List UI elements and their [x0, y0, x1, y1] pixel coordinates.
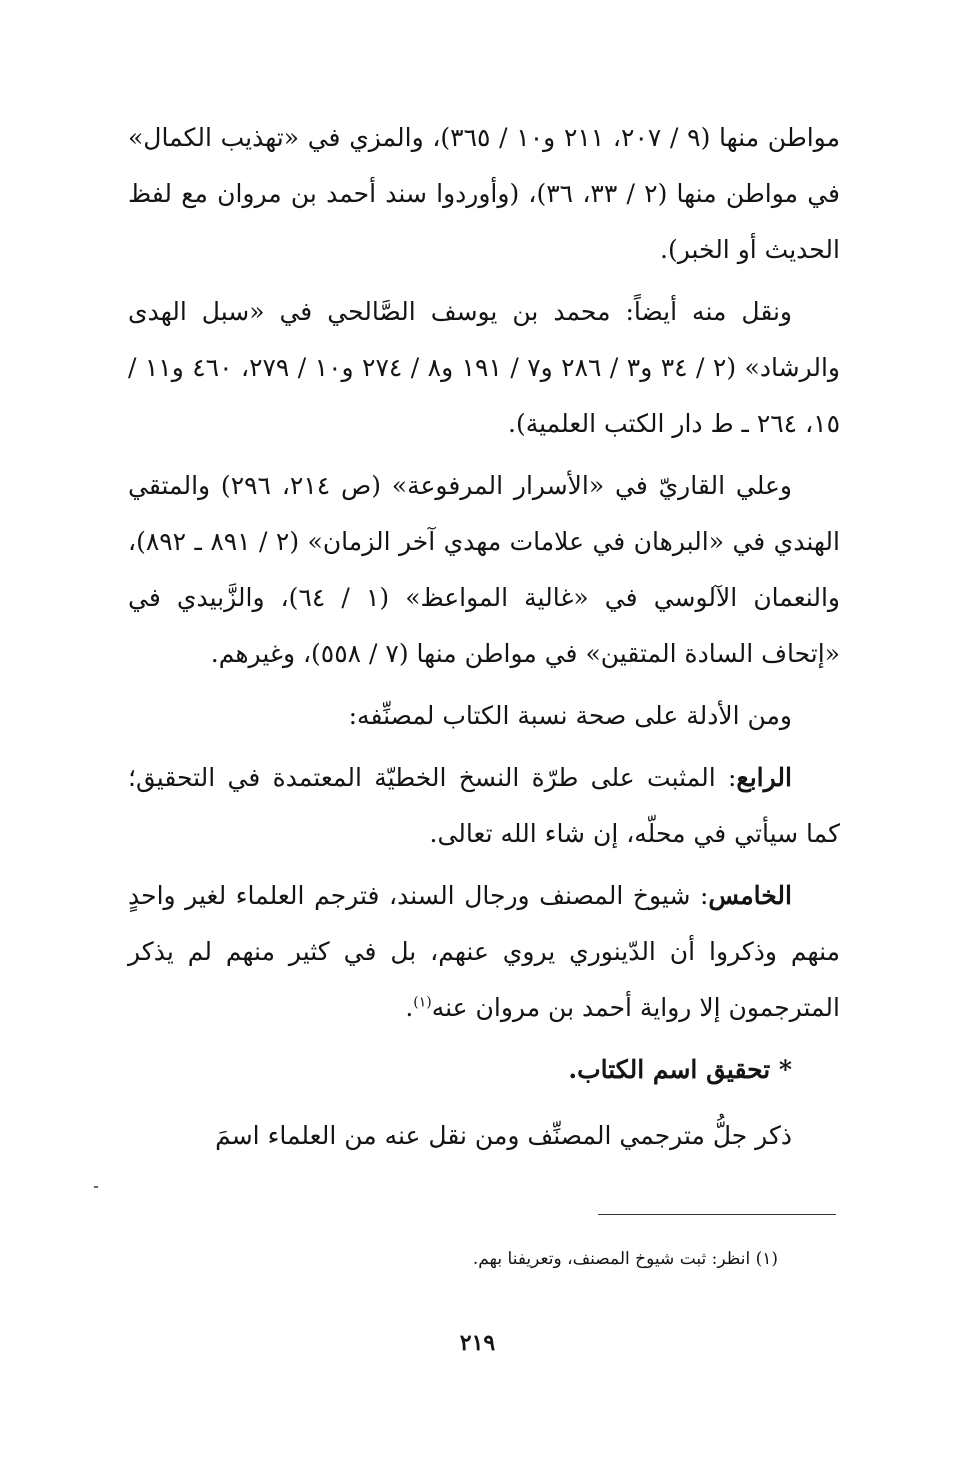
paragraph-6 [128, 868, 840, 1036]
paragraph-2: ونقل منه أيضاً: محمد بن يوسف الصَّالحي في «سبل الهدى والرشاد» (٢ / ٣٤ و٣ / ٢٨٦ و٧ / ١٩١ و٨ / ٢٧٤ و١٠ / ٢٧٩، ٤٦٠ و١١ / ١٥، ٢٦٤ ـ ط دار الكتب العلمية). [128, 297, 840, 438]
page-number: ٢١٩ [459, 1330, 496, 1356]
footnote-reference: (١) [413, 994, 432, 1011]
paragraph-6-end: . [405, 993, 414, 1022]
term-fifth: الخامس [708, 881, 792, 910]
term-fourth: الرابع [736, 763, 792, 792]
footnote: (١) انظر: ثبت شيوخ المصنف، وتعريفنا بهم. [472, 1249, 778, 1269]
paragraph-5-text: : المثبت على طرّة النسخ الخطيّة المعتمدة في التحقيق؛ كما سيأتي في محلّه، إن شاء الله تعالى. [128, 763, 840, 848]
paragraph-6-text: : شيوخ المصنف ورجال السند، فترجم العلماء لغير واحدٍ منهم وذكروا أن الدّينوري يروي عنهم، بل في كثير منهم لم يذكر المترجمون إلا رواية أحمد بن مروان عنه [128, 881, 840, 1022]
margin-mark [94, 1186, 98, 1188]
paragraph-7: ذكر جلُّ مترجمي المصنِّف ومن نقل عنه من العلماء اسمَ [215, 1121, 792, 1150]
main-text [128, 110, 840, 1170]
section-heading: * تحقيق اسم الكتاب. [568, 1055, 792, 1084]
paragraph-3: وعلي القاريّ في «الأسرار المرفوعة» (ص ٢١٤، ٢٩٦) والمتقي الهندي في «البرهان في علامات مهدي آخر الزمان» (٢ / ٨٩١ ـ ٨٩٢)، والنعمان الآلوسي في «غالية المواعظ» (١ / ٦٤)، والزَّبيدي في «إتحاف السادة المتقين» في مواطن منها (٧ / ٥٥٨)، وغيرهم. [128, 471, 840, 668]
paragraph-5 [128, 750, 840, 862]
footnote-separator [598, 1214, 836, 1215]
paragraph-4: ومن الأدلة على صحة نسبة الكتاب لمصنِّفه: [348, 701, 792, 730]
paragraph-1: مواطن منها (٩ / ٢٠٧، ٢١١ و١٠ / ٣٦٥)، والمزي في «تهذيب الكمال» في مواطن منها (٢ / ٣٣، ٣٦)، (وأوردوا سند أحمد بن مروان مع لفظ الحديث أو الخبر). [128, 123, 841, 264]
